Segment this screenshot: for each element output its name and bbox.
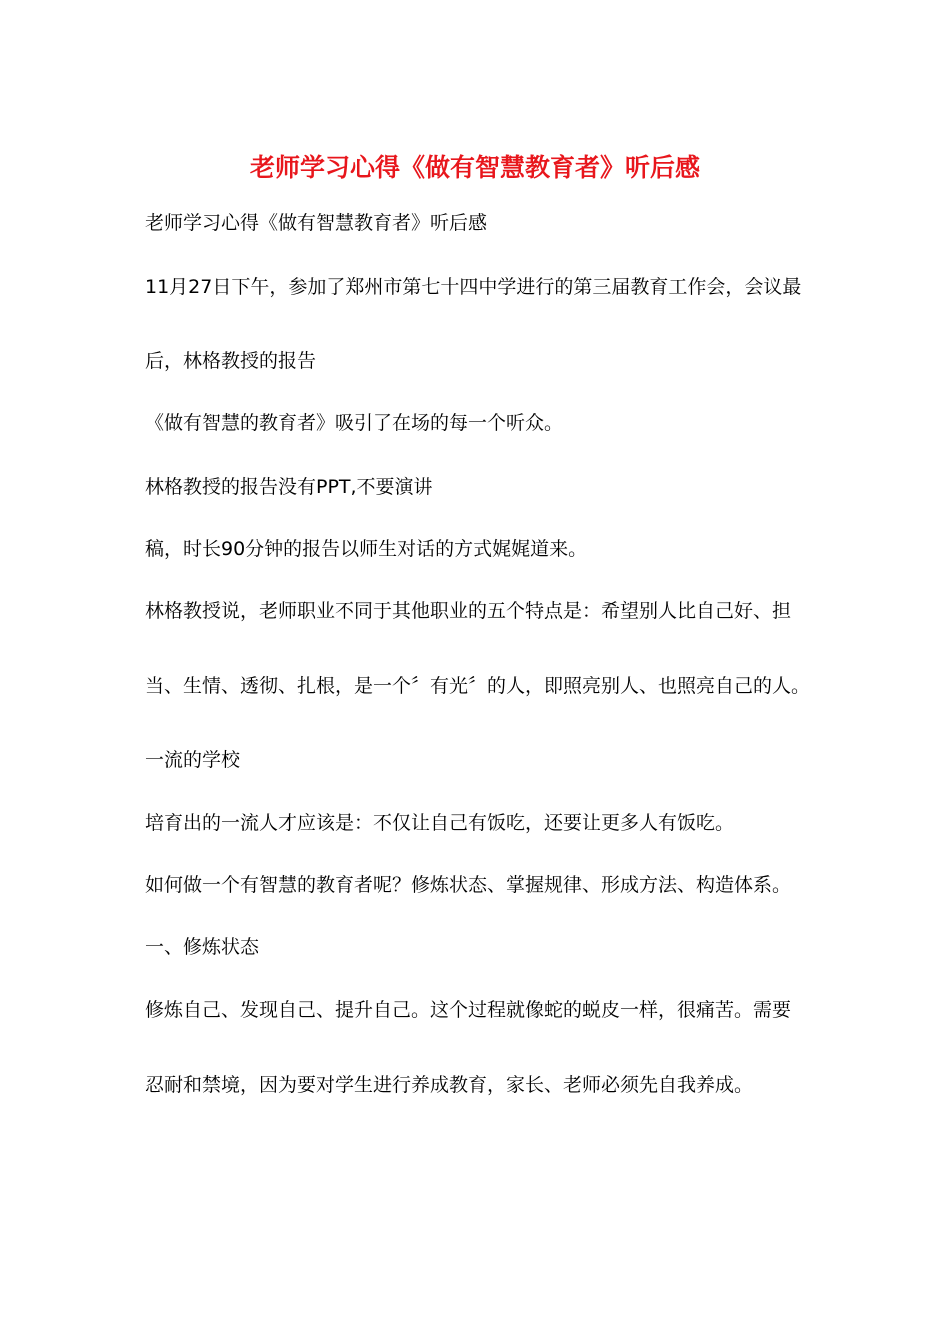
paragraph-line: 11月27日下午，参加了郑州市第七十四中学进行的第三届教育工作会，会议最 (145, 276, 802, 298)
paragraph-line: 当、生情、透彻、扎根，是一个〞有光〞的人，即照亮别人、也照亮自己的人。 (145, 675, 811, 697)
paragraph-line: 《做有智慧的教育者》吸引了在场的每一个听众。 (145, 412, 564, 434)
paragraph-line: 修炼自己、发现自己、提升自己。这个过程就像蛇的蜕皮一样，很痛苦。需要 (145, 999, 792, 1021)
paragraph-line: 培育出的一流人才应该是：不仅让自己有饭吃，还要让更多人有饭吃。 (145, 812, 735, 834)
paragraph-line: 林格教授说，老师职业不同于其他职业的五个特点是：希望别人比自己好、担 (145, 600, 792, 622)
subtitle-line: 老师学习心得《做有智慧教育者》听后感 (145, 212, 488, 234)
document-title: 老师学习心得《做有智慧教育者》听后感 (249, 153, 700, 182)
paragraph-line: 如何做一个有智慧的教育者呢？修炼状态、掌握规律、形成方法、构造体系。 (145, 874, 792, 896)
paragraph-line: 林格教授的报告没有PPT,不要演讲 (145, 476, 433, 498)
paragraph-line: 忍耐和禁境，因为要对学生进行养成教育，家长、老师必须先自我养成。 (145, 1074, 754, 1096)
section-heading: 一流的学校 (145, 749, 241, 771)
section-heading: 一、修炼状态 (145, 936, 260, 958)
paragraph-line: 稿，时长90分钟的报告以师生对话的方式娓娓道来。 (145, 538, 588, 560)
paragraph-line: 后，林格教授的报告 (145, 350, 317, 372)
